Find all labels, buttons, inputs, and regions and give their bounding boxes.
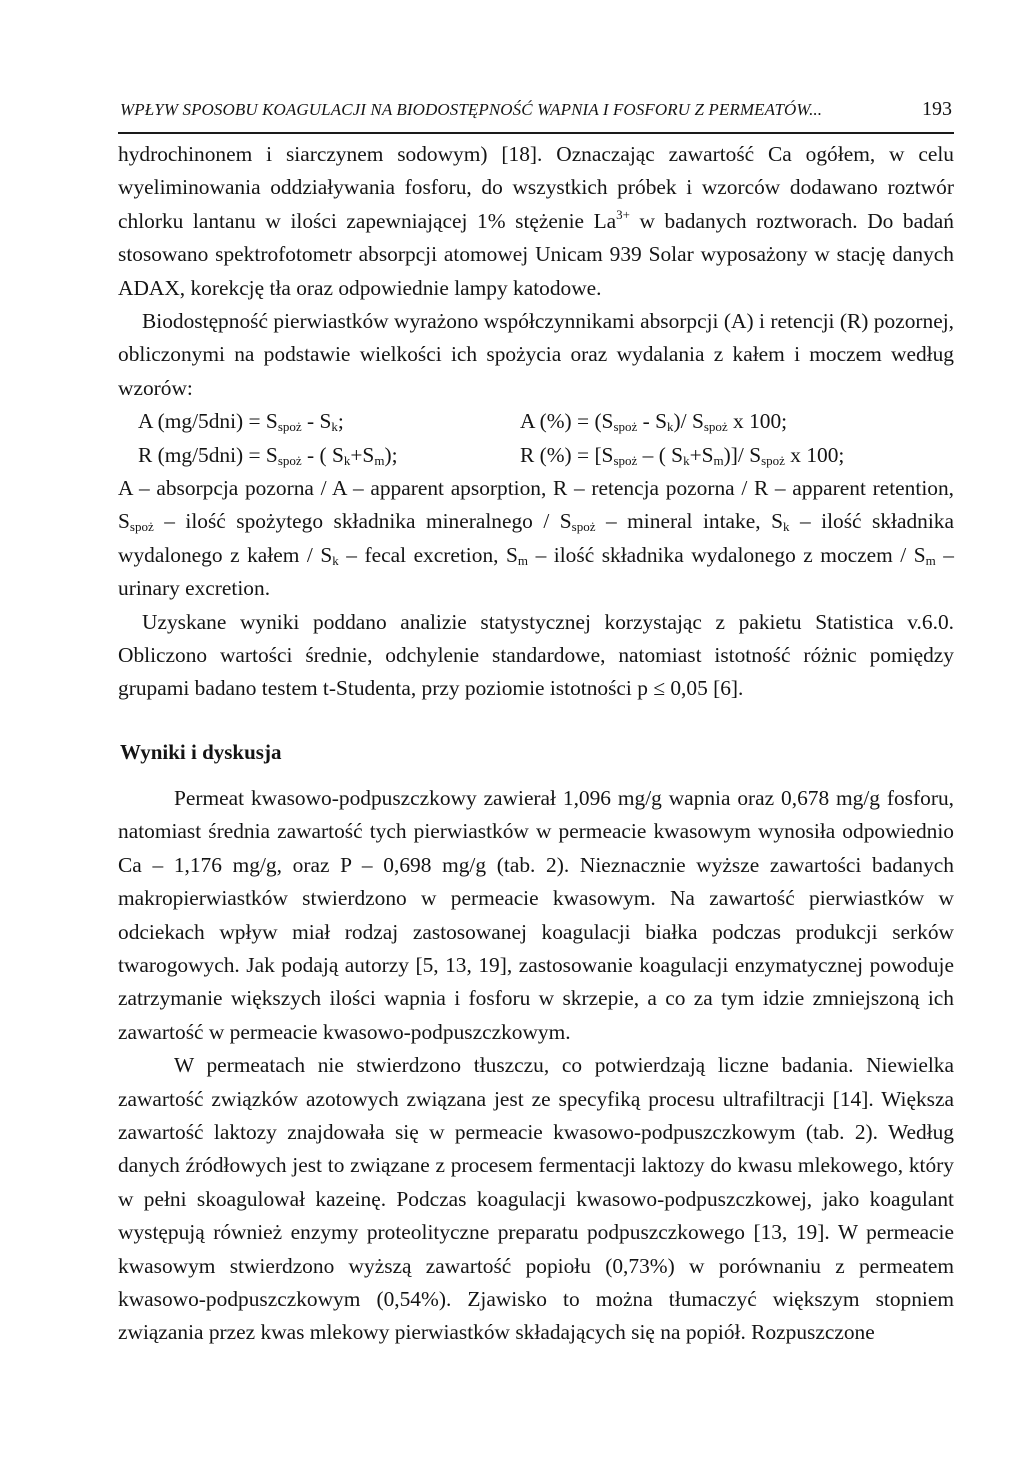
page-number: 193 bbox=[922, 98, 952, 120]
paragraph-results-calcium: Permeat kwasowo-podpuszczkowy zawierał 1,096 mg/g wapnia oraz 0,678 mg/g fosforu, natomiast średnia zawartość tych pierwiastków w permeacie kwasowym wynosiła odpowiednio Ca – 1,176 mg/g, oraz P – 0,698 mg/g (tab. 2). Nieznacznie wyższe zawartości badanych makropierwiastków stwierdzono w permeacie kwasowym. Na zawartość pierwiastków w odciekach wpływ miał rodzaj zastosowanej koagulacji białka podczas produkcji serków twarogowych. Jak podają autorzy [5, 13, 19], zastosowanie koagulacji enzymatycznej powoduje zatrzymanie większych ilości wapnia i fosforu w skrzepie, a co za tym idzie zmniejszoną ich zawartość w permeacie kwasowo-podpuszczkowym. bbox=[118, 785, 954, 1044]
article-body bbox=[118, 138, 954, 1350]
journal-page bbox=[118, 96, 954, 1350]
paragraph-text: w badanych roztworach. Do badań stosowano spektrofotometr absorpcji atomowej Unicam 939 Solar wyposażony w stację danych ADAX, korekcję tła oraz odpowiednie lampy katodowe. bbox=[118, 208, 954, 300]
formula-row-retention bbox=[118, 439, 954, 472]
formula-retention-percent: R (%) = [$S_{spoż}$ – ( $S_k+S_m)]/$ $S_{spoż}$ x 100; bbox=[520, 442, 845, 468]
paragraph-statistics: Uzyskane wyniki poddano analizie statystycznej korzystając z pakietu Statistica v.6.0. Obliczono wartości średnie, odchylenie standardowe, natomiast istotność różnic pomiędzy grupami badano testem t-Studenta, przy poziomie istotności p ≤ 0,05 [6]. bbox=[118, 609, 954, 701]
formula-retention-mg: R $(mg/5dni) = S_{spoż}$ - ( $S_k+S_m$); bbox=[138, 442, 398, 468]
running-header bbox=[118, 96, 954, 134]
formula-absorption-percent: A (%) = $(S_{spoż} - S_k)/$ $S_{spoż}$ x 100; bbox=[520, 409, 788, 435]
running-title: WPŁYW SPOSOBU KOAGULACJI NA BIODOSTĘPNOŚĆ WAPNIA I FOSFORU Z PERMEATÓW... bbox=[120, 100, 823, 119]
paragraph-definitions: A – absorpcja pozorna / A – apparent apsorption, R – retencja pozorna / R – apparent retention, $S_{spoż}$ – ilość spożytego składnika mineralnego / $S_{spoż}$ – mineral intake, $S_k$ – ilość składnika wydalonego z kałem / $S_k$ – fecal excretion, $S_m$ – ilość składnika wydalonego z moczem / $S_m$ – urinary excretion. bbox=[118, 476, 954, 601]
paragraph-text: hydrochinonem i siarczynem sodowym) [18]. Oznaczając zawartość Ca ogółem, w celu wyeliminowania oddziaływania fosforu, do wszystkich próbek i wzorców dodawano roztwór chlorku lantanu w ilości zapewniającej 1% stężenie La bbox=[118, 142, 954, 233]
paragraph-methods-ca bbox=[118, 138, 954, 305]
paragraph-results-fat: W permeatach nie stwierdzono tłuszczu, co potwierdzają liczne badania. Niewielka zawartość związków azotowych związana jest ze specyfiką procesu ultrafiltracji [14]. Większa zawartość laktozy znajdowała się w permeacie kwasowo-podpuszczkowym (tab. 2). Według danych źródłowych jest to związane z procesem fermentacji laktozy do kwasu mlekowego, który w pełni skoagulował kazeinę. Podczas koagulacji kwasowo-podpuszczkowej, jako koagulant występują również enzymy proteolityczne preparatu podpuszczkowego [13, 19]. W permeacie kwasowym stwierdzono wyższą zawartość popiołu (0,73%) w porównaniu z permeatem kwasowo-podpuszczkowym (0,54%). Zjawisko to można tłumaczyć większym stopniem związania przez kwas mlekowy pierwiastków składających się na popiół. Rozpuszczone bbox=[118, 1053, 954, 1345]
paragraph-bioavailability: Biodostępność pierwiastków wyrażono współczynnikami absorpcji (A) i retencji (R) pozornej, obliczonymi na podstawie wielkości ich spożycia oraz wydalania z kałem i moczem według wzorów: bbox=[118, 309, 954, 400]
section-heading: Wyniki i dyskusja bbox=[120, 739, 282, 764]
formula-row-absorption bbox=[118, 405, 954, 438]
formula-absorption-mg: A $(mg/5dni) = S_{spoż} - S_k$; bbox=[138, 409, 344, 435]
superscript-charge: 3+ bbox=[616, 206, 630, 222]
